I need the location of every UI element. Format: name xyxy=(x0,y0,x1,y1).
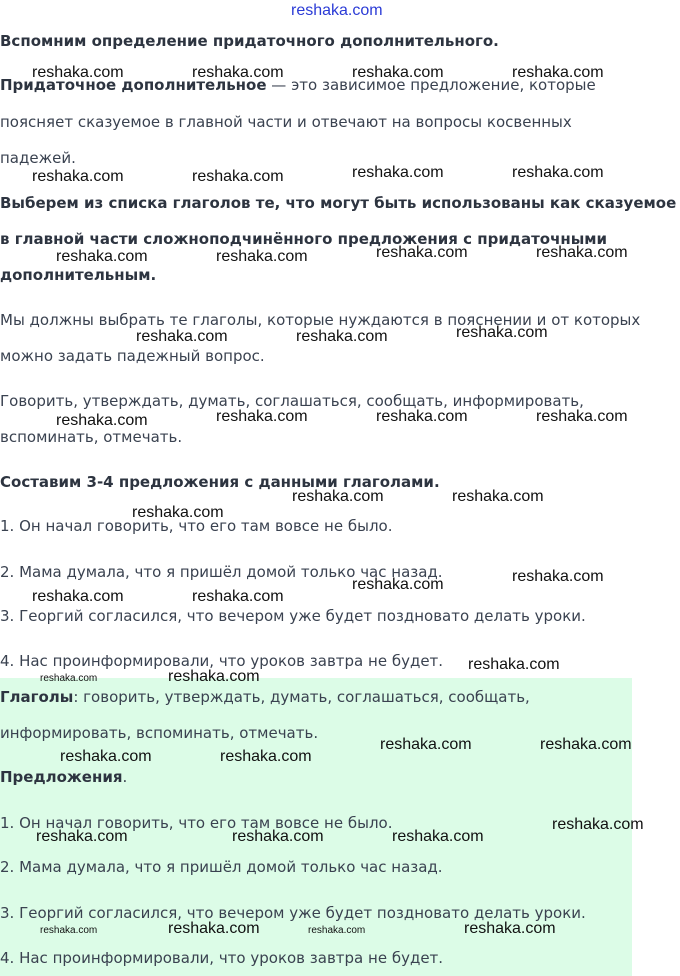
watermark: reshaka.com xyxy=(40,673,98,684)
watermark: reshaka.com xyxy=(136,328,228,345)
watermark: reshaka.com xyxy=(40,925,98,936)
watermark: reshaka.com xyxy=(192,168,284,185)
watermark: reshaka.com xyxy=(512,64,604,81)
watermark: reshaka.com xyxy=(56,412,148,429)
definition-rest: — это зависимое предложение, которые xyxy=(266,76,596,94)
answer-verbs-line-2: информировать, вспоминать, отмечать. xyxy=(0,724,319,742)
watermark: reshaka.com xyxy=(380,736,472,753)
sentence-2: 2. Мама думала, что я пришёл домой только час назад. xyxy=(0,563,443,581)
verbs-line-2: вспоминать, отмечать. xyxy=(0,428,183,446)
watermark: reshaka.com xyxy=(552,816,644,833)
watermark: reshaka.com xyxy=(192,588,284,605)
answer-sentence-3: 3. Георгий согласился, что вечером уже будет поздновато делать уроки. xyxy=(0,904,586,922)
explain-line-2: можно задать падежный вопрос. xyxy=(0,347,265,365)
watermark: reshaka.com xyxy=(536,408,628,425)
sentence-4: 4. Нас проинформировали, что уроков завтра не будет. xyxy=(0,652,444,670)
verbs-line-1: Говорить, утверждать, думать, соглашаться, сообщать, информировать, xyxy=(0,392,584,410)
answer-sentence-4: 4. Нас проинформировали, что уроков завтра не будет. xyxy=(0,949,444,967)
answer-verbs-label: Глаголы xyxy=(0,688,74,706)
definition-line-3: падежей. xyxy=(0,149,76,167)
answer-sentence-2: 2. Мама думала, что я пришёл домой только час назад. xyxy=(0,858,443,876)
watermark: reshaka.com xyxy=(512,164,604,181)
watermark: reshaka.com xyxy=(536,244,628,261)
definition-line-2: поясняет сказуемое в главной части и отвечают на вопросы косвенных xyxy=(0,113,572,131)
watermark: reshaka.com xyxy=(376,244,468,261)
definition-term: Придаточное дополнительное xyxy=(0,76,267,94)
watermark: reshaka.com xyxy=(376,408,468,425)
watermark: reshaka.com xyxy=(352,64,444,81)
choose-line-1: Выберем из списка глаголов те, что могут быть использованы как сказуемое xyxy=(0,194,677,212)
explain-line-1: Мы должны выбрать те глаголы, которые нуждаются в пояснении и от которых xyxy=(0,311,641,329)
watermark: reshaka.com xyxy=(464,920,556,937)
sentence-3: 3. Георгий согласился, что вечером уже будет поздновато делать уроки. xyxy=(0,607,586,625)
watermark: reshaka.com xyxy=(452,488,544,505)
watermark: reshaka.com xyxy=(216,408,308,425)
choose-line-3: дополнительным. xyxy=(0,266,157,284)
watermark: reshaka.com xyxy=(60,748,152,765)
watermark: reshaka.com xyxy=(468,656,560,673)
watermark: reshaka.com xyxy=(352,164,444,181)
watermark: reshaka.com xyxy=(192,64,284,81)
watermark: reshaka.com xyxy=(32,64,124,81)
answer-sentences-label: Предложения xyxy=(0,768,123,786)
watermark: reshaka.com xyxy=(296,328,388,345)
watermark: reshaka.com xyxy=(352,576,444,593)
watermark: reshaka.com xyxy=(216,248,308,265)
watermark: reshaka.com xyxy=(220,748,312,765)
watermark: reshaka.com xyxy=(56,248,148,265)
answer-verbs-line-1 xyxy=(0,687,530,707)
answer-sentences-heading: Предложения. xyxy=(0,768,128,786)
watermark: reshaka.com xyxy=(308,925,366,936)
choose-line-2: в главной части сложноподчинённого предложения с придаточными xyxy=(0,230,608,248)
watermark: reshaka.com xyxy=(456,324,548,341)
watermark: reshaka.com xyxy=(392,828,484,845)
watermark: reshaka.com xyxy=(32,588,124,605)
watermark: reshaka.com xyxy=(132,504,224,521)
watermark: reshaka.com xyxy=(291,2,383,19)
sentence-1: 1. Он начал говорить, что его там вовсе не было. xyxy=(0,517,393,535)
watermark: reshaka.com xyxy=(292,488,384,505)
theory-heading: Вспомним определение придаточного дополнительного. xyxy=(0,32,499,50)
watermark: reshaka.com xyxy=(512,568,604,585)
watermark: reshaka.com xyxy=(168,920,260,937)
watermark: reshaka.com xyxy=(168,668,260,685)
compose-heading: Составим 3-4 предложения с данными глаголами. xyxy=(0,473,440,491)
watermark: reshaka.com xyxy=(232,828,324,845)
watermark: reshaka.com xyxy=(540,736,632,753)
watermark: reshaka.com xyxy=(32,168,124,185)
answer-sentence-1: 1. Он начал говорить, что его там вовсе не было. xyxy=(0,814,393,832)
answer-verbs-text: : говорить, утверждать, думать, соглашаться, сообщать, xyxy=(73,688,530,706)
watermark: reshaka.com xyxy=(36,828,128,845)
